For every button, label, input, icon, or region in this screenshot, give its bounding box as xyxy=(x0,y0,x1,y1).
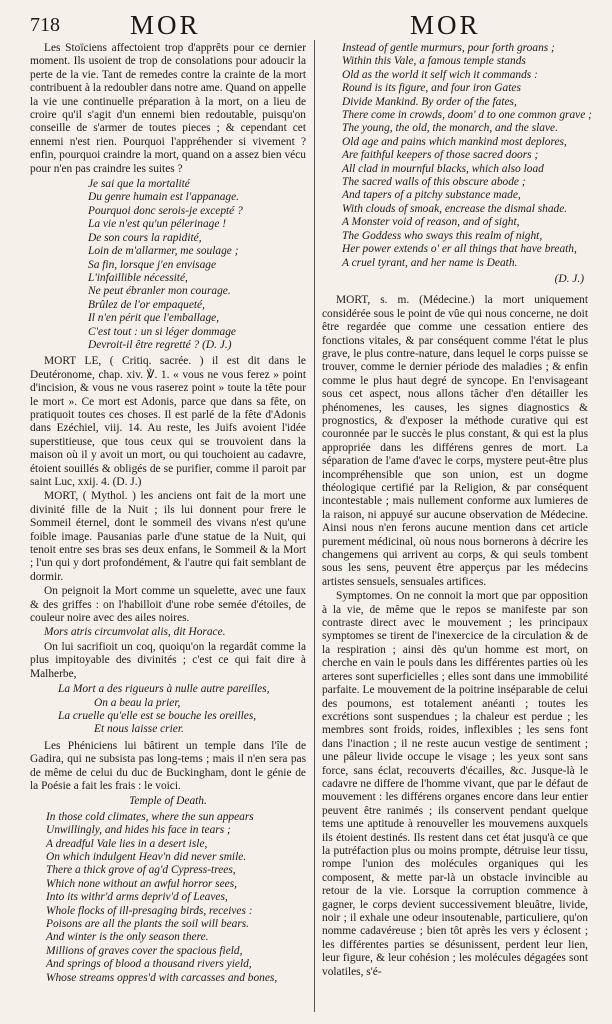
verse-line: Round is its figure, and four iron Gates xyxy=(342,82,521,95)
poem-temple-of-death-continued xyxy=(342,42,592,270)
verse-line: Sa fin, lorsque j'en envisage xyxy=(88,258,217,271)
verse-line: The sacred walls of this obscure abode ; xyxy=(342,176,526,189)
verse-line: Old as the world it self wich it commands : xyxy=(342,68,538,81)
running-head-right: MOR xyxy=(410,10,481,40)
verse-line: There a thick grove of ag'd Cypress-trees, xyxy=(46,864,236,877)
verse-line: C'est tout : un si léger dommage xyxy=(88,325,236,338)
verse-line: On which indulgent Heav'n did never smile. xyxy=(46,850,247,863)
poem-title: Temple of Death. xyxy=(129,795,207,808)
running-head-left: MOR xyxy=(130,10,201,40)
verse-line: And tapers of a pitchy substance made, xyxy=(342,189,521,202)
verse-line: On a beau la prier, xyxy=(94,696,181,709)
verse-line: The Goddess who sways this realm of night, xyxy=(342,229,543,242)
verse-line: Brûlez de l'or empaqueté, xyxy=(88,298,205,311)
verse-line: Old age and pains which mankind most deplores, xyxy=(342,135,567,148)
verse-line: The young, the old, the monarch, and the slave. xyxy=(342,122,558,135)
verse-line: La cruelle qu'elle est se bouche les oreilles, xyxy=(58,709,257,722)
paragraph-peignoit: On peignoit la Mort comme un squelette, avec une faux & des griffes : on l'habilloit d'une robe semée d'étoiles, de couleur noire avec des ailes noires. xyxy=(30,585,306,625)
left-column xyxy=(30,42,306,988)
verse-line: Millions of graves cover the spacious field, xyxy=(46,944,243,957)
verse-line: And winter is the only season there. xyxy=(46,931,209,944)
signature-dj: (D. J.) xyxy=(554,272,584,285)
verse-line: Il n'en périt que l'emballage, xyxy=(88,312,220,325)
verse-line: L'infaillible nécessité, xyxy=(88,271,188,284)
verse-line: Poisons are all the plants the soil will bears. xyxy=(46,918,250,930)
verse-line: Loin de m'allarmer, me soulage ; xyxy=(88,245,239,258)
verse-line: Ne peut ébranler mon courage. xyxy=(88,285,231,298)
entry-mort-mythologie: MORT, ( Mythol. ) les anciens ont fait de la mort une divinité fille de la Nuit ; ils lui donnent pour frere le Sommeil éternel, dont le sommeil des vivans n'est qu'une foible image. Pausanias parle d'une statue de la Nuit, qui tenoit entre ses bras ses deux enfans, le Sommeil & la Mort ; l'un qui y dort profondément, & l'autre qui fait semblant de dormir. xyxy=(30,490,306,583)
quote-horace: Mors atris circumvolat alis, dit Horace. xyxy=(44,626,226,639)
verse-line: In those cold climates, where the sun appears xyxy=(46,810,254,823)
verse-line: Instead of gentle murmurs, pour forth groans ; xyxy=(342,42,555,54)
verse-line: Into its withr'd arms depriv'd of Leaves, xyxy=(46,891,228,904)
verse-line: A dreadful Vale lies in a desert isle, xyxy=(46,837,208,850)
verse-line: Within this Vale, a famous temple stands xyxy=(342,55,526,68)
verse-line: All clad in mournful blacks, which also load xyxy=(342,162,544,175)
verse-line: There come in crowds, doom' d to one common grave ; xyxy=(342,109,592,122)
verse-line: With clouds of smoak, encrease the dismal shade. xyxy=(342,202,568,215)
verse-line: Pourquoi donc serois-je excepté ? xyxy=(88,204,243,217)
paragraph-symptomes: Symptomes. On ne connoit la mort que par opposition à la vie, de même que le repos se manifeste par son contraste direct avec le mouvement ; les principaux symptomes se tirent de l'inexercice de la circulation & de la respiration ; ainsi dès qu'un homme est mort, on cherche en vain le pouls dans les différentes parties où les arteres sont superficielles ; elles sont dans une immobilité parfaite. Le mouvement de la poitrine inséparable de celui des poumons, est totalement anéanti ; toutes les excrétions sont suspendues ; la chaleur est perdue ; les membres sont froids, roides, inflexibles ; les sens font dans l'inaction ; il ne reste aucun vestige de sentiment ; une pâleur livide occupe le visage ; les yeux sont sans force, sans éclat, recouverts d'écailles, &c. Jusque-là le cadavre ne differe de l'homme vivant, que par le défaut de mouvement : les différens organes encore dans leur entier peuvent être ranimés ; ils conservent pendant quelque tems une aptitude à renouveller les mouvemens auxquels ils étoient destinés. Ils restent dans cet état jusqu'à ce que la putréfaction plus ou moins prompte, détruise leur tissu, rompe l'union des molécules organiques qui les composent, & mette par-là un obstacle invincible au retour de la vie. Lorsque la corruption commence à gagner, le corps devient successivement bleuâtre, livide, noir ; il exhale une odeur insoutenable, particuliere, qu'on nomme cadavéreuse ; bien tôt après les vers y éclosent ; les différentes parties se désunissent, perdent leur lien, leur figure, & leur cohésion ; les molécules dégagées sont volatiles, s'é- xyxy=(322,590,588,978)
poem-je-sai xyxy=(88,178,306,352)
page-header xyxy=(0,6,612,40)
paragraph-pheniciens: Les Phéniciens lui bâtirent un temple dans l'île de Gadira, qui ne subsista pas long-tems ; mais il n'en sera pas de même de celui du duc de Buckingham, dont le génie de la Poésie a fait les frais : le voici. xyxy=(30,739,306,792)
right-column xyxy=(322,42,592,980)
verse-line: De son cours la rapidité, xyxy=(88,231,202,244)
verse-line: Whole flocks of ill-presaging birds, receives : xyxy=(46,904,253,917)
entry-mort-medecine: MORT, s. m. (Médecine.) la mort uniquement considérée sous le point de vûe qui nous concerne, ne doit être regardée que comme une cessation entiere des fonctions vitales, & par conséquent comme l'état le plus grave, le plus contre-nature, dans lequel le corps puisse se trouver, comme le dernier période des maladies ; & enfin comme le plus haut degré de syncope. En l'envisageant sous cet aspect, nous allons tâcher d'en détailler les phénomenes, les causes, les signes diagnostics & prognostics, & d'exposer la méthode curative qui est couronnée par le succès le plus constant, & qui est la plus appropriée dans les différens genres de mort. La séparation de l'ame d'avec le corps, mystere peut-être plus incompréhensible que son union, est un dogme théologique certifié par la Religion, & par conséquent incontestable ; mais nullement conforme aux lumieres de la raison, ni appuyé sur aucune observation de Médecine. Ainsi nous n'en ferons aucune mention dans cet article purement médicinal, où nous nous bornerons à décrire les changemens qui arrivent au corps, & qui seuls tombent sous les sens, peuvent être apperçus par les médecins artistes sensuels, sensuales artifices. xyxy=(322,294,588,588)
verse-line: Du genre humain est l'appanage. xyxy=(88,191,240,204)
verse-line: A cruel tyrant, and her name is Death. xyxy=(342,256,518,269)
entry-mort-critique-sacree: MORT LE, ( Critiq. sacrée. ) il est dit dans le Deutéronome, chap. xiv. ℣. 1. « vous ne vous ferez » point d'incision, & vous ne vous raserez point » toute la tête pour le mort ». Ce mort est Adonis, parce que dans sa fête, on pratiquoit toutes ces choses. Il est parlé de la fête d'Adonis dans Ezéchiel, viij. 14. Au reste, les Juifs avoient l'idée superstitieuse, que tous ceux qui se trouvoient dans la maison où il y avoit un mort, ou qui touchoient au cadavre, étoient souillés & obligés de se purifier, comme il paroit par saint Luc, xxij. 4. (D. J.) xyxy=(30,355,306,488)
verse-line: A Monster void of reason, and of sight, xyxy=(342,216,520,229)
verse-line: Divide Mankind. By order of the fates, xyxy=(342,95,517,108)
verse-line: And springs of blood a thousand rivers yield, xyxy=(46,958,252,971)
column-divider xyxy=(314,40,315,1012)
poem-temple-of-death xyxy=(46,811,306,985)
paragraph-sacrifioit: On lui sacrifioit un coq, quoiqu'on la regardât comme la plus impitoyable des divinités ; c'est ce qui fait dire à Malherbe, xyxy=(30,640,306,680)
verse-line: Which none without an awful horror sees, xyxy=(46,877,237,890)
verse-line: Are faithful keepers of those sacred doors ; xyxy=(342,149,539,162)
poem-malherbe xyxy=(58,683,306,737)
verse-line: La vie n'est qu'un pélerinage ! xyxy=(88,218,227,231)
verse-line: Her power extends o' er all things that have breath, xyxy=(342,243,577,256)
paragraph-stoiciens: Les Stoïciens affectoient trop d'apprêts pour ce dernier moment. Ils usoient de trop de consolations pour adoucir la perte de la vie. Tant de remedes contre la crainte de la mort contribuent à la redoubler dans notre ame. Quand on appelle la vie une continuelle préparation à la mort, on a lieu de croire qu'il s'agit d'un ennemi bien redoutable, puisqu'on conseille de s'armer de toutes pieces ; & cependant cet ennemi n'est rien. Pourquoi l'appréhender si vivement ? enfin, pourquoi craindre la mort, quand on a assez bien vécu pour n'en pas craindre les suites ? xyxy=(30,42,306,175)
verse-line: Unwillingly, and hides his face in tears ; xyxy=(46,824,231,837)
verse-line: Je sai que la mortalité xyxy=(88,178,190,191)
verse-line: Devroit-il être regretté ? (D. J.) xyxy=(88,338,232,351)
verse-line: Et nous laisse crier. xyxy=(94,723,184,736)
verse-line: Whose streams oppres'd with carcasses and bones, xyxy=(46,971,278,984)
page-number: 718 xyxy=(30,14,60,36)
verse-line: La Mort a des rigueurs à nulle autre pareilles, xyxy=(58,683,270,696)
